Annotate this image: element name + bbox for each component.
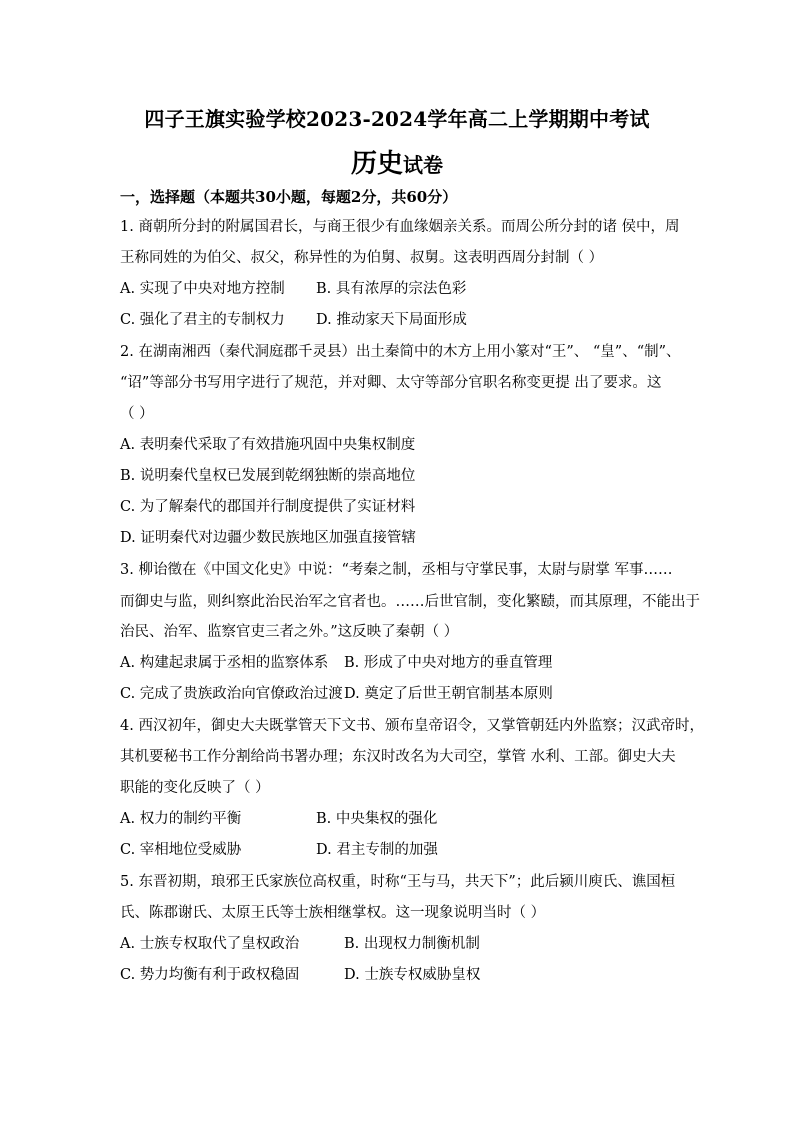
question-2-line-3: （ ） [120,406,154,422]
paper-label: 试卷 [403,153,443,177]
question-3-option-a[interactable]: A. 构建起隶属于丞相的监察体系 [120,655,329,671]
question-1-option-a[interactable]: A. 实现了中央对地方控制 [120,281,285,297]
exam-title: 四子王旗实验学校2023-2024学年高二上学期期中考试 [144,107,650,131]
question-4-option-b[interactable]: B. 中央集权的强化 [316,811,438,827]
question-5-line-2: 氏、陈郡谢氏、太原王氏等士族相继掌权。这一现象说明当时（ ） [120,905,546,921]
question-2-line-2: “诏”等部分书写用字进行了规范，并对卿、太守等部分官职名称变更提 出了要求。这 [120,375,662,391]
subject-name: 历史 [350,149,403,179]
section-heading: 一，选择题（本题共30小题，每题2分，共60分） [120,188,458,206]
question-4-option-a[interactable]: A. 权力的制约平衡 [120,811,242,827]
question-3-line-1: 3. 柳诒徵在《中国文化史》中说：“考秦之制，丞相与守掌民事，太尉与尉掌 军事…… [120,562,673,578]
question-3-option-d[interactable]: D. 奠定了后世王朝官制基本原则 [344,686,553,702]
question-3-line-2: 而御史与监，则纠察此治民治军之官者也。……后世官制，变化繁赜，而其原理，不能出于 [120,594,700,610]
question-1-option-d[interactable]: D. 推动家天下局面形成 [316,312,467,328]
question-1-option-c[interactable]: C. 强化了君主的专制权力 [120,312,285,328]
question-5-option-d[interactable]: D. 士族专权威胁皇权 [344,967,481,983]
question-3-line-3: 治民、治军、监察官吏三者之外。”这反映了秦朝（ ） [120,624,459,640]
question-4-line-3: 职能的变化反映了（ ） [120,780,270,796]
question-3-option-b[interactable]: B. 形成了中央对地方的垂直管理 [344,655,553,671]
question-5-option-c[interactable]: C. 势力均衡有利于政权稳固 [120,967,300,983]
question-2-option-b[interactable]: B. 说明秦代皇权已发展到乾纲独断的崇高地位 [120,468,416,484]
question-3-option-c[interactable]: C. 完成了贵族政治向官僚政治过渡 [120,686,343,702]
question-5-line-1: 5. 东晋初期，琅邪王氏家族位高权重，时称“王与马，共天下”；此后颍川庾氏、谯国桓 [120,874,676,890]
question-1-option-b[interactable]: B. 具有浓厚的宗法色彩 [316,281,467,297]
question-5-option-b[interactable]: B. 出现权力制衡机制 [344,936,480,952]
question-2-line-1: 2. 在湖南湘西（秦代洞庭郡千灵县）出土秦简中的木方上用小篆对“王”、 “皇”、“制”、 [120,344,681,360]
question-1-line-1: 1. 商朝所分封的附属国君长，与商王很少有血缘姻亲关系。而周公所分封的诸 侯中，周 [120,219,680,235]
exam-subtitle [0,143,794,180]
question-4-option-c[interactable]: C. 宰相地位受威胁 [120,842,242,858]
question-1-line-2: 王称同姓的为伯父、叔父，称异性的为伯舅、叔舅。这表明西周分封制（ ） [120,250,604,266]
question-4-line-1: 4. 西汉初年，御史大夫既掌管天下文书、颁布皇帝诏令，又掌管朝廷内外监察；汉武帝时， [120,718,704,734]
question-2-option-a[interactable]: A. 表明秦代采取了有效措施巩固中央集权制度 [120,437,416,453]
question-2-option-d[interactable]: D. 证明秦代对边疆少数民族地区加强直接管辖 [120,530,416,546]
question-4-option-d[interactable]: D. 君主专制的加强 [316,842,438,858]
question-4-line-2: 其机要秘书工作分割给尚书署办理；东汉时改名为大司空，掌管 水利、工部。御史大夫 [120,749,676,765]
question-5-option-a[interactable]: A. 士族专权取代了皇权政治 [120,936,300,952]
question-2-option-c[interactable]: C. 为了解秦代的郡国并行制度提供了实证材料 [120,499,416,515]
